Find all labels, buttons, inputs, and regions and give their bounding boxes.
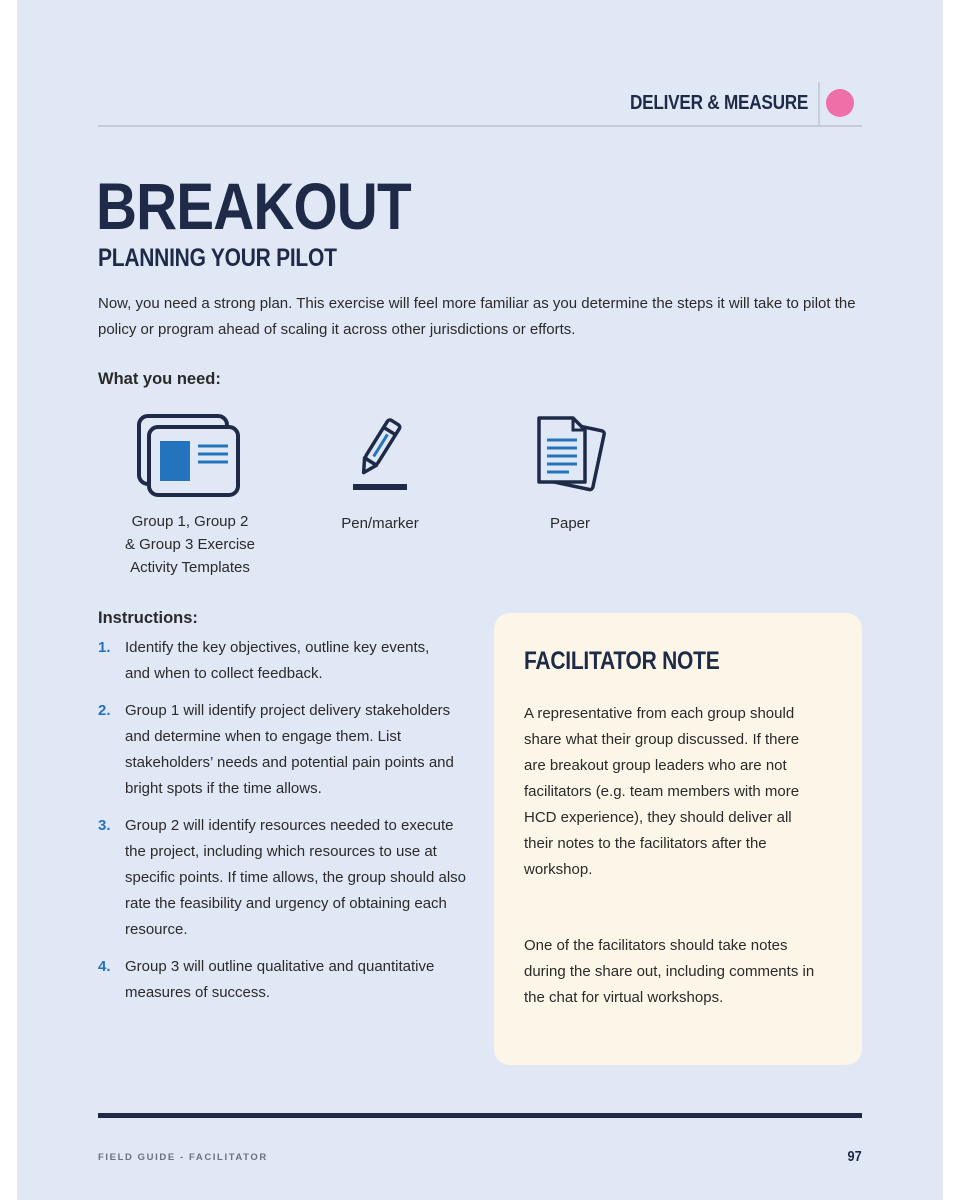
step-text: Group 2 will identify resources needed to execute the project, including which resources to use at specific points. If time allows, the group should also rate the feasibility and urgency of obtaining each resource. bbox=[125, 817, 467, 938]
step-text: Group 3 will outline qualitative and quantitative measures of success. bbox=[125, 958, 435, 1001]
need-item-pen bbox=[310, 512, 450, 535]
page-title: BREAKOUT bbox=[96, 169, 411, 243]
step-number: 3. bbox=[98, 817, 111, 834]
pen-icon bbox=[349, 414, 409, 494]
step-number: 1. bbox=[98, 639, 111, 656]
footer-rule bbox=[98, 1113, 862, 1118]
list-item bbox=[98, 813, 470, 943]
facilitator-note-paragraph: One of the facilitators should take notes during the share out, including comments in the chat for virtual workshops. bbox=[524, 937, 815, 1006]
need-item-label: Activity Templates bbox=[130, 559, 250, 576]
need-item-paper bbox=[510, 512, 630, 535]
header-rule bbox=[98, 125, 862, 127]
section-dot-icon bbox=[826, 89, 854, 117]
templates-icon bbox=[137, 414, 243, 498]
facilitator-note bbox=[494, 613, 862, 1065]
need-item-label: Pen/marker bbox=[341, 515, 419, 532]
what-you-need-heading: What you need: bbox=[98, 370, 221, 388]
step-number: 4. bbox=[98, 958, 111, 975]
step-text: Group 1 will identify project delivery stakeholders and determine when to engage them. List stakeholders’ needs and potential pain points and bright spots if the time allows. bbox=[125, 702, 454, 797]
list-item bbox=[98, 698, 468, 802]
intro-paragraph: Now, you need a strong plan. This exercise will feel more familiar as you determine the steps it will take to pilot the policy or program ahead of scaling it across other jurisdictions or efforts. bbox=[98, 295, 856, 338]
need-item-templates bbox=[100, 510, 280, 579]
need-item-label: & Group 3 Exercise bbox=[124, 536, 256, 553]
step-text: Identify the key objectives, outline key events, and when to collect feedback. bbox=[125, 639, 430, 682]
section-label: DELIVER & MEASURE bbox=[629, 92, 808, 114]
page-number: 97 bbox=[847, 1148, 862, 1165]
list-item bbox=[98, 954, 435, 1006]
page-subtitle: PLANNING YOUR PILOT bbox=[98, 244, 337, 272]
facilitator-note-paragraph: A representative from each group should share what their group discussed. If there are breakout group leaders who are not facilitators (e.g. team members with more HCD experience), they should deliver all their notes to the facilitators after the workshop. bbox=[524, 705, 800, 878]
list-item bbox=[98, 635, 445, 687]
instructions-list bbox=[98, 635, 468, 1017]
step-number: 2. bbox=[98, 702, 111, 719]
section-header bbox=[98, 82, 862, 126]
instructions-heading: Instructions: bbox=[98, 609, 198, 627]
header-divider bbox=[818, 82, 820, 126]
facilitator-note-title: FACILITATOR NOTE bbox=[524, 647, 720, 675]
need-item-label: Group 1, Group 2 bbox=[131, 513, 249, 530]
footer-label: FIELD GUIDE - FACILITATOR bbox=[98, 1152, 268, 1163]
need-item-label: Paper bbox=[549, 515, 591, 532]
paper-icon bbox=[533, 414, 609, 494]
